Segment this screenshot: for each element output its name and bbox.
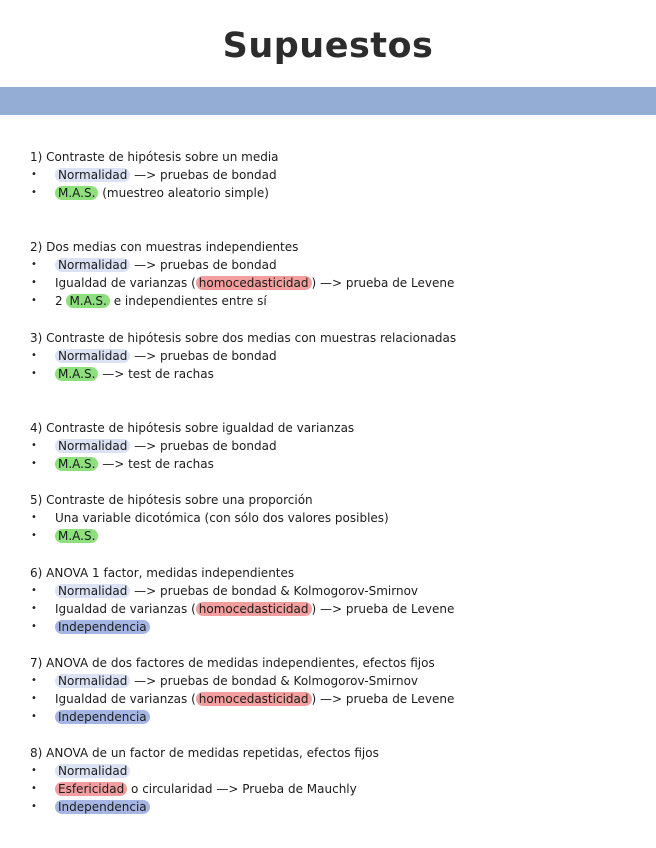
section-3 xyxy=(30,329,640,383)
item-text: (muestreo aleatorio simple) xyxy=(98,186,269,200)
highlight: M.A.S. xyxy=(66,294,109,308)
item-text: —> pruebas de bondad & Kolmogorov-Smirnov xyxy=(130,584,419,598)
list-item xyxy=(30,527,640,545)
section-5 xyxy=(30,491,640,545)
item-prefix: Igualdad de varianzas ( xyxy=(55,692,196,706)
list-item xyxy=(30,780,640,798)
list-item xyxy=(30,437,640,455)
highlight: Normalidad xyxy=(55,258,130,272)
item-text: —> pruebas de bondad xyxy=(130,439,277,453)
item-text: —> pruebas de bondad & Kolmogorov-Smirnov xyxy=(130,674,419,688)
item-prefix: Igualdad de varianzas ( xyxy=(55,602,196,616)
highlight: Independencia xyxy=(55,800,150,814)
list-item xyxy=(30,256,640,274)
item-text: —> test de rachas xyxy=(98,367,214,381)
section-2 xyxy=(30,238,640,310)
section-heading: 3) Contraste de hipótesis sobre dos medias con muestras relacionadas xyxy=(30,331,457,345)
section-7 xyxy=(30,654,640,726)
list-item xyxy=(30,365,640,383)
title-band xyxy=(0,87,656,115)
list-item xyxy=(30,690,640,708)
highlight: Normalidad xyxy=(55,584,130,598)
item-text: Una variable dicotómica (con sólo dos valores posibles) xyxy=(55,511,389,525)
section-heading: 7) ANOVA de dos factores de medidas independientes, efectos fijos xyxy=(30,656,435,670)
highlight: Independencia xyxy=(55,710,150,724)
section-heading: 6) ANOVA 1 factor, medidas independientes xyxy=(30,566,295,580)
section-heading: 4) Contraste de hipótesis sobre igualdad de varianzas xyxy=(30,421,355,435)
list-item xyxy=(30,708,640,726)
highlight: Normalidad xyxy=(55,674,130,688)
highlight: M.A.S. xyxy=(55,367,98,381)
highlight: homocedasticidad xyxy=(196,276,312,290)
list-item xyxy=(30,292,640,310)
list-item xyxy=(30,582,640,600)
section-1 xyxy=(30,148,640,202)
list-item xyxy=(30,166,640,184)
list-item xyxy=(30,672,640,690)
section-heading: 5) Contraste de hipótesis sobre una proporción xyxy=(30,493,313,507)
item-text: —> pruebas de bondad xyxy=(130,168,277,182)
highlight: Esfericidad xyxy=(55,782,127,796)
section-heading: 8) ANOVA de un factor de medidas repetidas, efectos fijos xyxy=(30,746,379,760)
list-item xyxy=(30,347,640,365)
highlight: Normalidad xyxy=(55,349,130,363)
section-4 xyxy=(30,419,640,473)
highlight: M.A.S. xyxy=(55,457,98,471)
highlight: homocedasticidad xyxy=(196,692,312,706)
section-heading: 2) Dos medias con muestras independientes xyxy=(30,240,299,254)
section-heading: 1) Contraste de hipótesis sobre un media xyxy=(30,150,279,164)
highlight: Normalidad xyxy=(55,439,130,453)
highlight: M.A.S. xyxy=(55,529,98,543)
item-text: —> pruebas de bondad xyxy=(130,349,277,363)
list-item xyxy=(30,274,640,292)
highlight: Independencia xyxy=(55,620,150,634)
list-item xyxy=(30,509,640,527)
item-text: —> pruebas de bondad xyxy=(130,258,277,272)
item-prefix: Igualdad de varianzas ( xyxy=(55,276,196,290)
list-item xyxy=(30,184,640,202)
list-item xyxy=(30,455,640,473)
item-text: ) —> prueba de Levene xyxy=(311,692,455,706)
item-text: ) —> prueba de Levene xyxy=(311,276,455,290)
list-item xyxy=(30,798,640,816)
item-text: —> test de rachas xyxy=(98,457,214,471)
section-8 xyxy=(30,744,640,816)
item-text: ) —> prueba de Levene xyxy=(311,602,455,616)
list-item xyxy=(30,600,640,618)
list-item xyxy=(30,618,640,636)
highlight: Normalidad xyxy=(55,168,130,182)
highlight: homocedasticidad xyxy=(196,602,312,616)
list-item xyxy=(30,762,640,780)
item-prefix: 2 xyxy=(55,294,67,308)
page-title: Supuestos xyxy=(222,26,434,66)
item-text: o circularidad —> Prueba de Mauchly xyxy=(127,782,357,796)
highlight: M.A.S. xyxy=(55,186,98,200)
highlight: Normalidad xyxy=(55,764,130,778)
section-6 xyxy=(30,564,640,636)
item-text: e independientes entre sí xyxy=(109,294,267,308)
